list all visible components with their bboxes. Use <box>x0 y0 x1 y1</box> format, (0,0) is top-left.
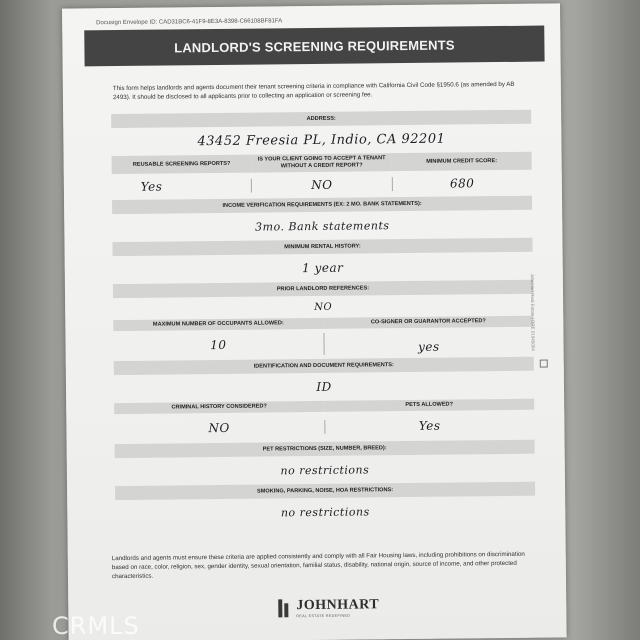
reusable-screening-label: REUSABLE SCREENING REPORTS? <box>112 155 252 174</box>
smoking-restrictions-value-cell <box>115 496 535 528</box>
criminal-pets-value-row <box>114 410 534 444</box>
rental-history-value: 1 year <box>302 260 344 276</box>
cosigner-value: yes <box>417 339 440 354</box>
document-page <box>62 3 567 640</box>
document-title: LANDLORD'S SCREENING REQUIREMENTS <box>84 26 544 67</box>
criminal-history-value: NO <box>208 420 230 436</box>
address-value: 43452 Freesia PL, Indio, CA 92201 <box>197 131 446 149</box>
min-credit-score-label: MINIMUM CREDIT SCORE: <box>392 152 532 171</box>
max-occupants-cell <box>113 337 323 353</box>
identification-value: ID <box>316 379 332 394</box>
side-brokerage-text: JohnHart Real Estate | DRE 01945004 <box>529 273 536 351</box>
max-occupants-label: MAXIMUM NUMBER OF OCCUPANTS ALLOWED: <box>113 318 323 331</box>
max-occupants-value: 10 <box>210 337 227 353</box>
pets-allowed-cell <box>324 418 535 434</box>
rental-history-value-cell <box>113 252 533 284</box>
logo-tagline: REAL ESTATE REDEFINED <box>296 613 351 619</box>
no-credit-report-label: IS YOUR CLIENT GOING TO ACCEPT A TENANT WITHOUT A CREDIT REPORT? <box>252 153 392 172</box>
criminal-history-cell <box>114 420 324 436</box>
equal-housing-icon <box>540 360 548 368</box>
smoking-restrictions-label: SMOKING, PARKING, NOISE, HOA RESTRICTIONS: <box>115 482 535 500</box>
address-label: ADDRESS: <box>111 110 531 128</box>
min-credit-score-cell <box>391 176 531 191</box>
no-credit-report-value: NO <box>311 177 333 193</box>
reusable-screening-cell <box>112 179 251 194</box>
min-credit-score-value: 680 <box>449 176 475 191</box>
johnhart-logo <box>278 597 379 618</box>
pets-allowed-value: Yes <box>418 418 441 433</box>
pet-restrictions-label: PET RESTRICTIONS (SIZE, NUMBER, BREED): <box>115 440 535 458</box>
criminal-history-label: CRIMINAL HISTORY CONSIDERED? <box>114 401 324 414</box>
rental-history-label: MINIMUM RENTAL HISTORY: <box>112 238 532 256</box>
cosigner-label: CO-SIGNER OR GUARANTOR ACCEPTED? <box>323 316 533 329</box>
no-credit-report-cell <box>251 177 391 192</box>
reusable-screening-value: Yes <box>140 179 163 194</box>
identification-value-cell <box>114 371 534 403</box>
prior-references-value: NO <box>314 301 333 313</box>
envelope-id: Docusign Envelope ID: CAD31BC6-41F9-8E3A-8398-C66108BF81FA <box>96 18 283 27</box>
occupants-value-row <box>113 327 533 361</box>
pet-restrictions-value-cell <box>115 454 535 486</box>
pet-restrictions-value: no restrictions <box>280 462 370 477</box>
address-value-cell <box>111 124 531 156</box>
johnhart-logo-icon <box>278 599 292 617</box>
smoking-restrictions-value: no restrictions <box>280 504 370 519</box>
fair-housing-notice: Landlords and agents must ensure these criteria are applied consistently and comply with all Fair Housing laws, including prohibitions on discrimination based on race, color, religion, sex, gender identity, sexual orientation, familial status, disability, national origin, source of income, and other protected characteristics. <box>111 550 525 581</box>
pets-allowed-label: PETS ALLOWED? <box>324 399 534 412</box>
logo-name: JOHNHART <box>296 597 380 614</box>
cosigner-cell <box>323 331 534 355</box>
screening-form <box>111 110 535 528</box>
identification-label: IDENTIFICATION AND DOCUMENT REQUIREMENTS: <box>114 357 534 375</box>
income-value: 3mo. Bank statements <box>255 218 390 234</box>
income-label: INCOME VERIFICATION REQUIREMENTS (EX: 2 MO. BANK STATEMENTS): <box>112 196 532 214</box>
intro-text: This form helps landlords and agents document their tenant screening criteria in compliance with California Civil Code §1950.6 (as amended by AB 2493). It should be disclosed to all applicants prior to collecting an application or screening fee. <box>112 80 515 102</box>
crmls-watermark: CRMLS <box>52 612 140 640</box>
prior-references-label: PRIOR LANDLORD REFERENCES: <box>113 280 533 298</box>
income-value-cell <box>112 210 532 242</box>
